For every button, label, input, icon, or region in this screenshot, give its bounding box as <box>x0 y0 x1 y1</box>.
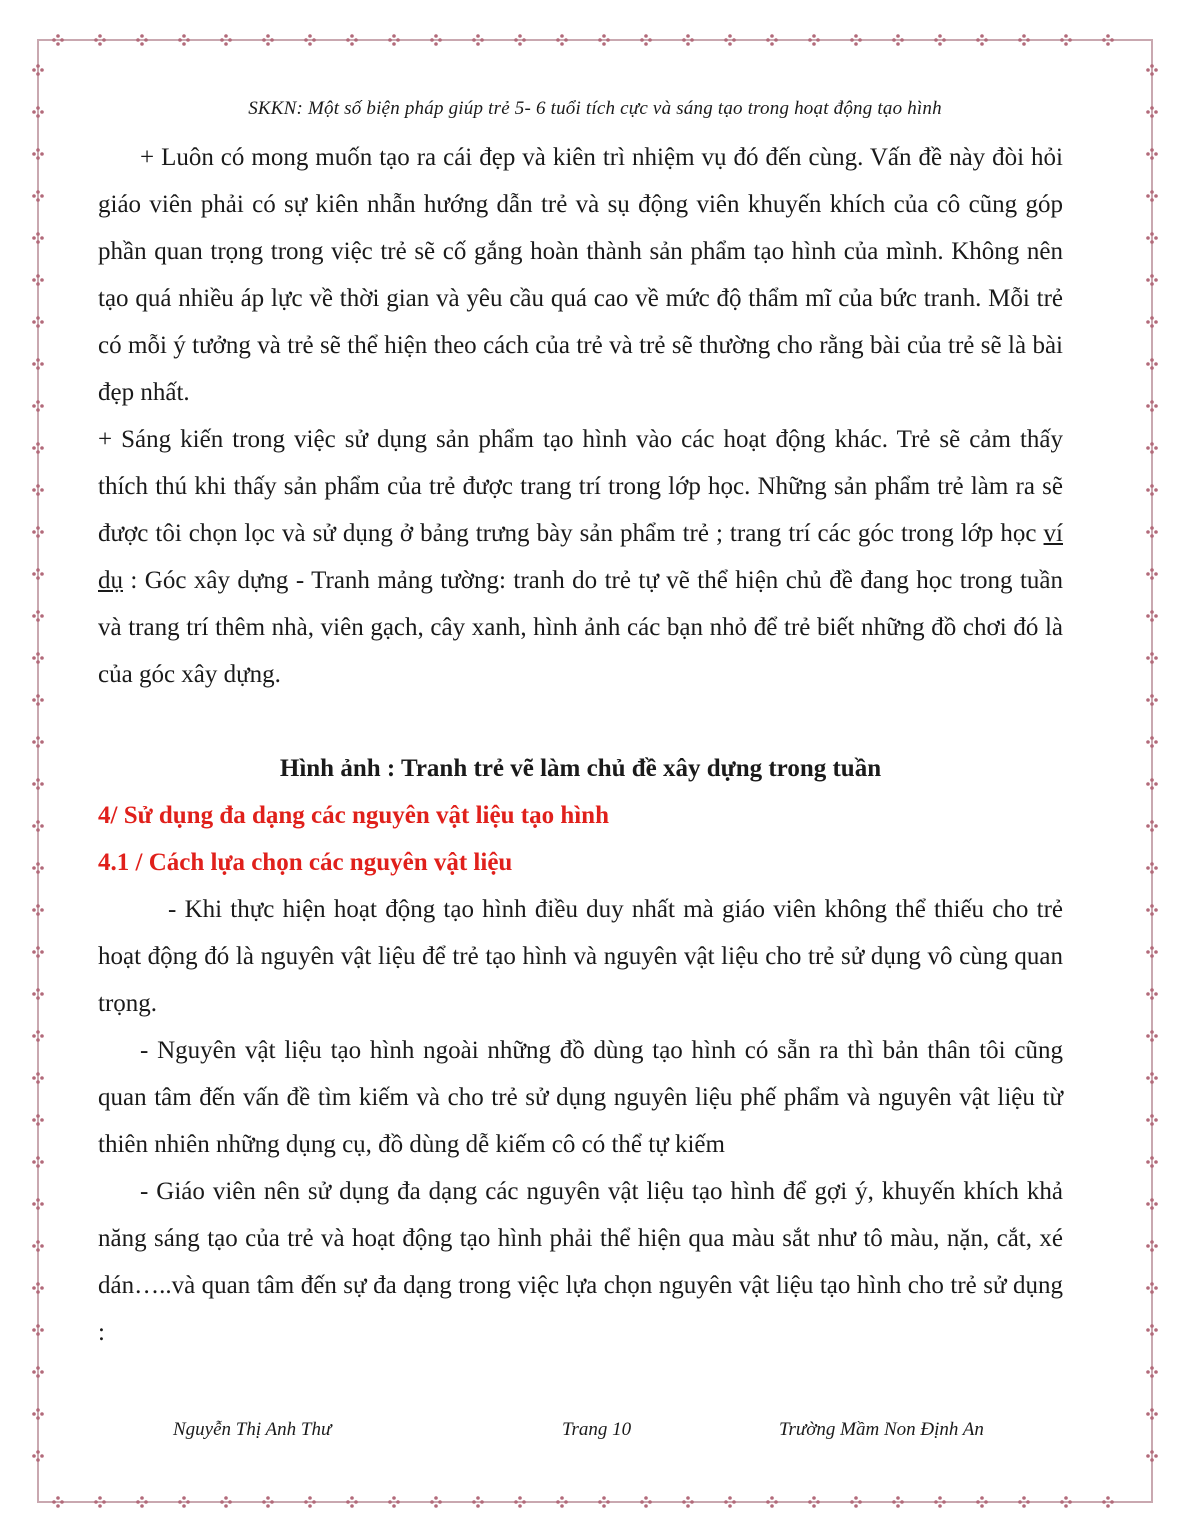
footer-author: Nguyễn Thị Anh Thư <box>173 1419 332 1440</box>
paragraph-materials-variety: - Giáo viên nên sử dụng đa dạng các nguyên vật liệu tạo hình để gợi ý, khuyến khích khả năng sáng tạo của trẻ và hoạt động tạo hình phải thể hiện qua màu sắt như tô màu, nặn, cắt, xé dán…..và quan tâm đến sự đa dạng trong việc lựa chọn nguyên vật liệu tạo hình cho trẻ sử dụng : <box>98 1178 1063 1346</box>
document-footer <box>0 1419 1190 1443</box>
paragraph-aspiration: + Luôn có mong muốn tạo ra cái đẹp và kiên trì nhiệm vụ đó đến cùng. Vấn đề này đòi hỏi giáo viên phải có sự kiên nhẫn hướng dẫn trẻ và sụ động viên khuyến khích của cô cũng góp phần quan trọng trong việc trẻ sẽ cố gắng hoàn thành sản phẩm tạo hình của mình. Không nên tạo quá nhiều áp lực về thời gian và yêu cầu quá cao về mức độ thẩm mĩ của bức tranh. Mỗi trẻ có mỗi ý tưởng và trẻ sẽ thể hiện theo cách của trẻ và trẻ sẽ thường cho rằng bài của trẻ sẽ là bài đẹp nhất. <box>98 144 1063 406</box>
document-body <box>98 134 1063 1356</box>
paragraph-initiative <box>98 416 1063 698</box>
paragraph-materials-sources: - Nguyên vật liệu tạo hình ngoài những đồ dùng tạo hình có sẵn ra thì bản thân tôi cũng quan tâm đến vấn đề tìm kiếm và cho trẻ sử dụng nguyên liệu phế phẩm và nguyên vật liệu từ thiên nhiên những dụng cụ, đồ dùng dễ kiếm cô có thể tự kiếm <box>98 1037 1063 1158</box>
footer-school: Trường Mầm Non Định An <box>779 1419 984 1440</box>
footer-page-number: Trang 10 <box>562 1419 632 1440</box>
example-underlined-text: ví dụ <box>98 520 1063 594</box>
image-caption: Hình ảnh : Tranh trẻ vẽ làm chủ đề xây dựng trong tuần <box>279 755 882 782</box>
document-header: SKKN: Một số biện pháp giúp trẻ 5- 6 tuổi tích cực và sáng tạo trong hoạt động tạo hình <box>248 98 942 119</box>
paragraph-materials-importance: - Khi thực hiện hoạt động tạo hình điều duy nhất mà giáo viên không thể thiếu cho trẻ hoạt động đó là nguyên vật liệu để trẻ tạo hình và nguyên vật liệu cho trẻ sử dụng vô cùng quan trọng. <box>98 896 1063 1017</box>
section-heading: 4/ Sử dụng đa dạng các nguyên vật liệu tạo hình <box>98 802 609 829</box>
image-placeholder-gap <box>98 698 1063 745</box>
paragraph-initiative-text: + Sáng kiến trong việc sử dụng sản phẩm tạo hình vào các hoạt động khác. Trẻ sẽ cảm thấy thích thú khi thấy sản phẩm của trẻ được trang trí trong lớp học. Những sản phẩm trẻ làm ra sẽ được tôi chọn lọc và sử dụng ở bảng trưng bày sản phẩm trẻ ; trang trí các góc trong lớp học <box>98 426 1063 547</box>
paragraph-initiative-text-end: : Góc xây dựng - Tranh mảng tường: tranh do trẻ tự vẽ thể hiện chủ đề đang học trong tuần và trang trí thêm nhà, viên gạch, cây xanh, hình ảnh các bạn nhỏ để trẻ biết những đồ chơi đó là của góc xây dựng. <box>98 567 1063 688</box>
subsection-heading: 4.1 / Cách lựa chọn các nguyên vật liệu <box>98 849 513 876</box>
